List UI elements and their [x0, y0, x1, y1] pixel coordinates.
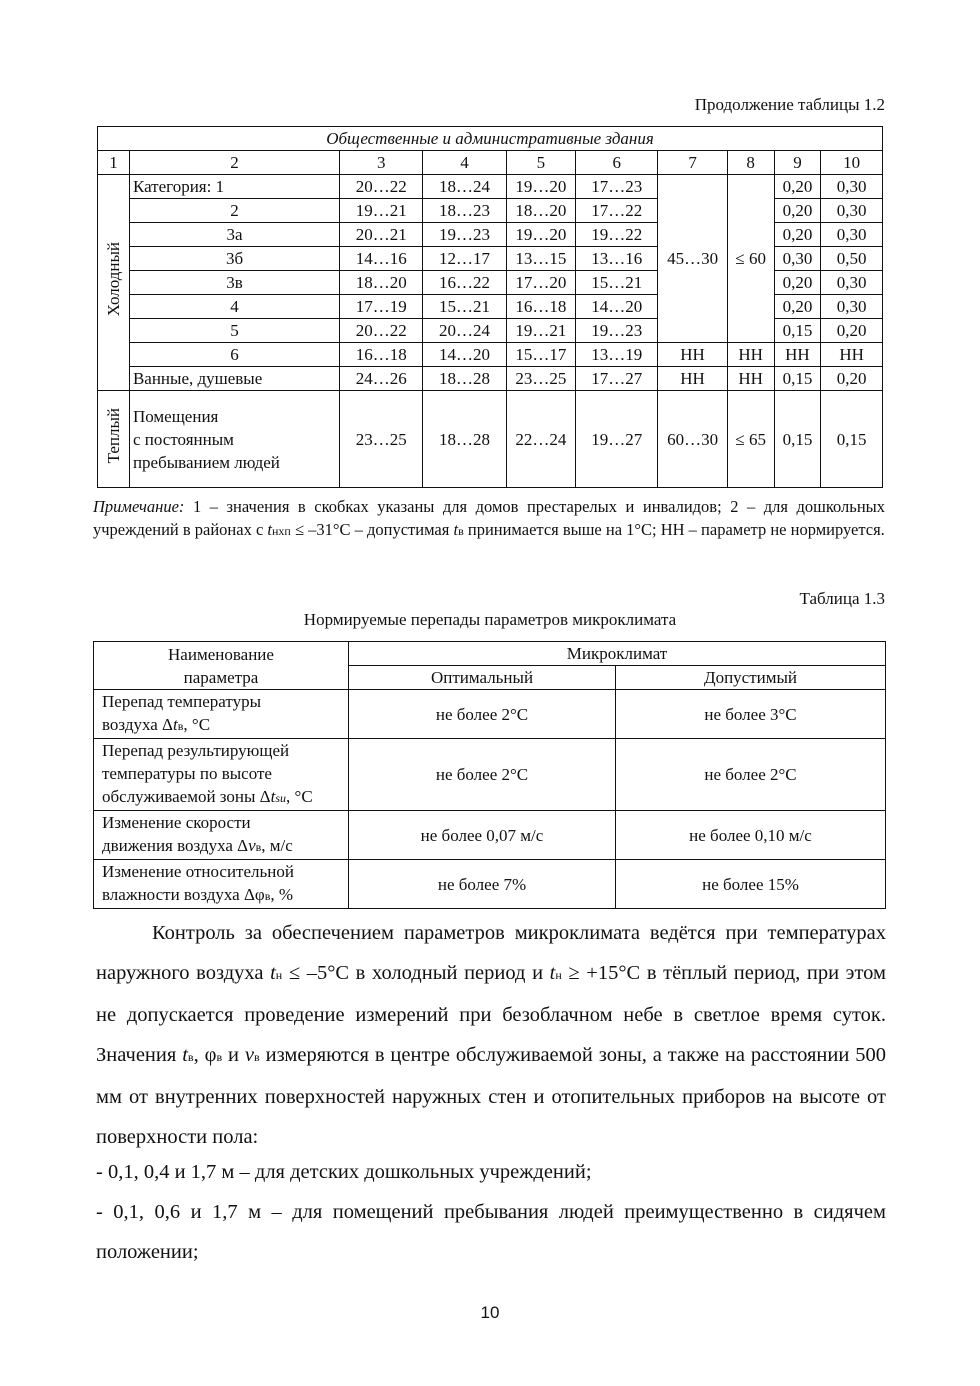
cell: 12…17	[423, 247, 506, 271]
cell: 20…24	[423, 319, 506, 343]
cell: 19…22	[576, 223, 658, 247]
label-text: воздуха Δ	[102, 715, 173, 734]
cell: 22…24	[506, 391, 575, 488]
cell: 0,20	[774, 199, 821, 223]
label-text: , м/с	[261, 836, 293, 855]
cell: 13…15	[506, 247, 575, 271]
row-label: 3б	[129, 247, 339, 271]
label-line: Изменение относительной	[102, 862, 294, 881]
text: , φ	[193, 1044, 217, 1066]
symbol: t	[172, 715, 178, 734]
symbol: t	[182, 1044, 188, 1066]
col-header: 10	[821, 151, 883, 175]
body-paragraph	[96, 913, 886, 1157]
header-row	[98, 151, 883, 175]
symbol: t	[270, 787, 276, 806]
label-text: , %	[270, 885, 294, 904]
label-line: Изменение скорости	[102, 813, 251, 832]
table-caption: Нормируемые перепады параметров микроклимата	[303, 610, 677, 629]
subscript: в	[177, 719, 184, 733]
table-row	[94, 860, 886, 909]
cell: 0,20	[774, 271, 821, 295]
group-cold: Холодный	[98, 175, 130, 391]
param-header	[94, 642, 349, 690]
label-line	[102, 834, 345, 859]
col-header: 8	[727, 151, 774, 175]
list-item: - 0,1, 0,6 и 1,7 м – для помещений пребывания людей преимущественно в сидячем положении;	[96, 1201, 886, 1263]
table-1-2	[97, 126, 883, 488]
col-header: 1	[98, 151, 130, 175]
cell: 14…16	[340, 247, 423, 271]
header-line: параметра	[183, 667, 259, 687]
table-1-3	[93, 641, 886, 909]
cell: 24…26	[340, 367, 423, 391]
label-line: Помещения	[132, 406, 219, 426]
col-header: 4	[423, 151, 506, 175]
cell: 23…25	[340, 391, 423, 488]
text: Контроль за обеспечением параметров микроклимата ведётся при температурах наружного воздуха	[96, 922, 886, 984]
cell: 19…27	[576, 391, 658, 488]
cell: не более 2°С	[349, 739, 616, 811]
text: измеряются в центре обслуживаемой зоны, а также на расстоянии 500 мм от внутренних поверхностей наружных стен и отопительных приборов на высоте от поверхности пола:	[96, 1044, 886, 1148]
cell: не более 3°С	[616, 690, 886, 739]
cell: 17…19	[340, 295, 423, 319]
col-header: 7	[658, 151, 727, 175]
table-row	[94, 811, 886, 860]
cell: 16…18	[340, 343, 423, 367]
subscript: в	[254, 1050, 260, 1064]
row-label: 2	[129, 199, 339, 223]
cell: не более 0,07 м/с	[349, 811, 616, 860]
subscript: в	[187, 1050, 194, 1064]
page-number: 10	[480, 1303, 500, 1322]
row-label	[94, 860, 349, 909]
cell: 0,15	[774, 367, 821, 391]
subscript: в	[216, 1050, 223, 1064]
table-row	[98, 391, 883, 488]
cell: 15…21	[423, 295, 506, 319]
col-header: 3	[340, 151, 423, 175]
merged-c7: 45…30	[658, 175, 727, 343]
cell: НН	[727, 367, 774, 391]
cell: 0,30	[774, 247, 821, 271]
symbol: t	[270, 962, 276, 984]
cell: 0,30	[821, 295, 883, 319]
cell: 19…21	[340, 199, 423, 223]
cell: 0,15	[774, 391, 821, 488]
col-header: 9	[774, 151, 821, 175]
label-line: Перепад температуры	[102, 692, 262, 711]
cell: 0,30	[821, 175, 883, 199]
label-line: с постоянным	[132, 429, 234, 449]
cell: 18…28	[423, 367, 506, 391]
cell: ≤ 65	[727, 391, 774, 488]
table-row	[98, 175, 883, 199]
row-label: 5	[129, 319, 339, 343]
cell: 0,15	[821, 391, 883, 488]
row-label: Категория: 1	[129, 175, 339, 199]
cell: 17…22	[576, 199, 658, 223]
cell: НН	[658, 367, 727, 391]
cell: не более 2°С	[616, 739, 886, 811]
label-text: , °С	[183, 715, 211, 734]
row-label: 3в	[129, 271, 339, 295]
row-label	[94, 690, 349, 739]
opt-header: Оптимальный	[349, 666, 616, 690]
cell: 19…23	[576, 319, 658, 343]
cell: не более 7%	[349, 860, 616, 909]
dop-header: Допустимый	[616, 666, 886, 690]
cell: не более 2°С	[349, 690, 616, 739]
row-label: 3а	[129, 223, 339, 247]
row-label: 6	[129, 343, 339, 367]
cell: 15…17	[506, 343, 575, 367]
table-number: Таблица 1.3	[799, 589, 885, 608]
cell: 17…27	[576, 367, 658, 391]
row-label: Ванные, душевые	[129, 367, 339, 391]
subscript: нхп	[272, 524, 291, 538]
cell: 17…20	[506, 271, 575, 295]
label-text: , °С	[286, 787, 313, 806]
cell: 18…24	[423, 175, 506, 199]
subscript: в	[458, 524, 464, 538]
label-line: Перепад результирующей	[102, 741, 290, 760]
row-label	[129, 391, 339, 488]
table-row	[98, 367, 883, 391]
text: ≥ +15°С в тёплый период, при этом не допускается проведение измерений при безоблачном небе в светлое время суток. Значения	[96, 962, 886, 1066]
cell: не более 15%	[616, 860, 886, 909]
micro-header: Микроклимат	[349, 642, 886, 666]
cell: 0,20	[821, 319, 883, 343]
cell: 0,30	[821, 271, 883, 295]
cell: НН	[774, 343, 821, 367]
col-header: 6	[576, 151, 658, 175]
cell: 0,50	[821, 247, 883, 271]
note-label: Примечание:	[93, 497, 185, 516]
table-row	[94, 690, 886, 739]
label-text: движения воздуха Δ	[102, 836, 249, 855]
cell: 20…22	[340, 319, 423, 343]
label-line: температуры по высоте	[102, 764, 272, 783]
subscript: su	[275, 791, 287, 805]
cell: 20…21	[340, 223, 423, 247]
label-line	[102, 883, 345, 908]
cell: 16…22	[423, 271, 506, 295]
table-row	[94, 739, 886, 811]
cell: 18…23	[423, 199, 506, 223]
table-row	[98, 343, 883, 367]
header-line: Наименование	[168, 644, 274, 664]
continuation-label: Продолжение таблицы 1.2	[694, 95, 885, 114]
note-text: 1 – значения в скобках указаны для домов престарелых и инвалидов; 2 – для дошкольных учреждений в районах с	[93, 497, 885, 539]
cell: 18…20	[506, 199, 575, 223]
cell: 0,20	[774, 175, 821, 199]
cell: 0,15	[774, 319, 821, 343]
symbol: v	[244, 1044, 255, 1066]
note-text: принимается выше на 1°С; НН – параметр не нормируется.	[463, 520, 885, 539]
merged-c8: ≤ 60	[727, 175, 774, 343]
subscript: н	[555, 968, 562, 982]
subscript: в	[255, 840, 262, 854]
cell: НН	[821, 343, 883, 367]
table-note	[93, 495, 885, 543]
cell: 60…30	[658, 391, 727, 488]
cell: 0,20	[774, 223, 821, 247]
cell: 20…22	[340, 175, 423, 199]
cell: 19…21	[506, 319, 575, 343]
cell: 0,30	[821, 223, 883, 247]
list-item: - 0,1, 0,4 и 1,7 м – для детских дошкольных учреждений;	[96, 1161, 592, 1183]
row-label: 4	[129, 295, 339, 319]
subscript: н	[275, 968, 283, 982]
cell: НН	[727, 343, 774, 367]
cell: 15…21	[576, 271, 658, 295]
cell: 19…23	[423, 223, 506, 247]
cell: 13…19	[576, 343, 658, 367]
row-label	[94, 739, 349, 811]
cell: НН	[658, 343, 727, 367]
cell: 0,20	[821, 367, 883, 391]
section-title: Общественные и административные здания	[98, 127, 883, 151]
subscript: в	[264, 889, 271, 903]
col-header: 2	[129, 151, 339, 175]
cell: 14…20	[423, 343, 506, 367]
text: и	[222, 1044, 245, 1066]
row-label	[94, 811, 349, 860]
label-line: пребыванием людей	[132, 452, 280, 472]
cell: не более 0,10 м/с	[616, 811, 886, 860]
col-header: 5	[506, 151, 575, 175]
symbol: v	[248, 836, 256, 855]
symbol: t	[267, 520, 272, 539]
cell: 0,30	[821, 199, 883, 223]
cell: 23…25	[506, 367, 575, 391]
cell: 18…28	[423, 391, 506, 488]
cell: 19…20	[506, 175, 575, 199]
symbol: t	[549, 962, 556, 984]
note-text: ≤ –31°С – допустимая	[290, 520, 454, 539]
symbol: t	[453, 520, 459, 539]
label-line	[102, 785, 345, 810]
cell: 13…16	[576, 247, 658, 271]
cell: 0,20	[774, 295, 821, 319]
group-warm: Теплый	[98, 391, 130, 488]
label-text: обслуживаемой зоны Δ	[102, 787, 271, 806]
text: ≤ –5°С в холодный период и	[282, 962, 550, 984]
cell: 16…18	[506, 295, 575, 319]
label-line	[102, 713, 345, 738]
cell: 14…20	[576, 295, 658, 319]
cell: 18…20	[340, 271, 423, 295]
cell: 19…20	[506, 223, 575, 247]
cell: 17…23	[576, 175, 658, 199]
label-text: влажности воздуха Δφ	[102, 885, 265, 904]
